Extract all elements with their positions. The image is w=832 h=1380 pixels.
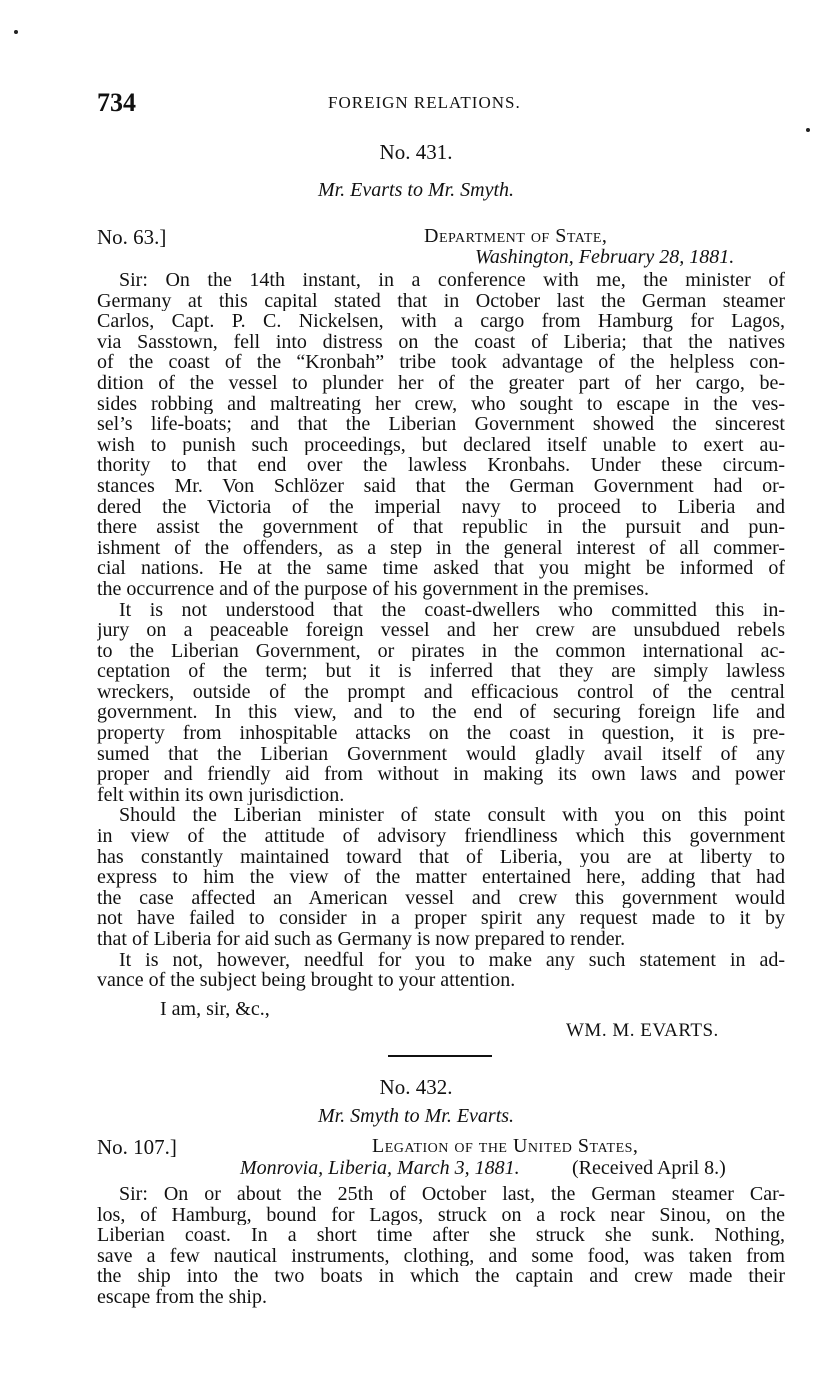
doc1-date: Washington, February 28, 1881.	[475, 246, 735, 268]
body-line: sides robbing and maltreating her crew, who sought to escape in the ves-	[97, 393, 785, 415]
body-line: escape from the ship.	[97, 1286, 267, 1308]
body-line: express to him the view of the matter entertained here, adding that had	[97, 867, 785, 888]
body-line: It is not understood that the coast-dwellers who committed this in-	[119, 599, 785, 621]
body-line: Sir: On the 14th instant, in a conference with me, the minister of	[119, 270, 785, 291]
print-speck	[806, 128, 810, 132]
body-line: of the coast of the “Kronbah” tribe took advantage of the helpless con-	[97, 352, 785, 373]
body-line: wish to punish such proceedings, but declared itself unable to exert au-	[97, 434, 785, 456]
body-line: jury on a peaceable foreign vessel and her crew are unsubdued rebels	[97, 620, 785, 641]
page-number: 734	[97, 88, 136, 117]
doc1-number: No. 431.	[379, 140, 453, 164]
doc1-closing: I am, sir, &c.,	[160, 998, 270, 1020]
print-speck	[14, 30, 18, 34]
doc2-body	[97, 1184, 785, 1308]
body-line: to the Liberian Government, or pirates in the common international ac-	[97, 640, 785, 662]
doc2-legation: Legation of the United States,	[372, 1135, 639, 1157]
body-line: property from inhospitable attacks on the coast in question, it is pre-	[97, 723, 785, 744]
section-divider	[388, 1055, 492, 1057]
body-line: government. In this view, and to the end of securing foreign life and	[97, 702, 785, 724]
body-line: not have failed to consider in a proper spirit any request made to it by	[97, 908, 785, 929]
body-line: sel’s life-boats; and that the Liberian Government showed the sincerest	[97, 414, 785, 435]
body-line: the occurrence and of the purpose of his government in the premises.	[97, 578, 650, 600]
body-line: Sir: On or about the 25th of October last, the German steamer Car-	[119, 1184, 785, 1205]
doc1-title: Mr. Evarts to Mr. Smyth.	[317, 179, 515, 201]
doc2-number: No. 432.	[379, 1075, 453, 1099]
body-line: dered the Victoria of the imperial navy to proceed to Liberia and	[97, 496, 785, 518]
body-line: sumed that the Liberian Government would gladly avail itself of any	[97, 743, 785, 765]
body-line: Carlos, Capt. P. C. Nickelsen, with a cargo from Hamburg for Lagos,	[97, 311, 785, 332]
body-line: has constantly maintained toward that of Liberia, you are at liberty to	[97, 846, 785, 868]
body-line: los, of Hamburg, bound for Lagos, struck on a rock near Sinou, on the	[97, 1204, 785, 1226]
running-head: FOREIGN RELATIONS.	[328, 93, 521, 112]
body-line: that of Liberia for aid such as Germany is now prepared to render.	[97, 929, 626, 950]
body-line: vance of the subject being brought to your attention.	[97, 970, 516, 991]
body-line: in view of the attitude of advisory friendliness which this government	[97, 826, 785, 847]
doc2-ref: No. 107.]	[97, 1135, 177, 1159]
body-line: the ship into the two boats in which the captain and crew made their	[97, 1266, 785, 1287]
doc2-title: Mr. Smyth to Mr. Evarts.	[317, 1105, 515, 1127]
doc2-date: Monrovia, Liberia, March 3, 1881.	[240, 1157, 520, 1179]
doc1-dept: Department of State,	[424, 225, 608, 247]
body-line: cial nations. He at the same time asked that you might be informed of	[97, 558, 785, 579]
body-line: via Sasstown, fell into distress on the coast of Liberia; that the natives	[97, 331, 785, 353]
doc1-ref: No. 63.]	[97, 225, 167, 249]
doc1-signature: WM. M. EVARTS.	[566, 1020, 719, 1041]
body-line: proper and friendly aid from without in making its own laws and power	[97, 764, 785, 785]
doc2-received: (Received April 8.)	[572, 1157, 726, 1179]
body-line: ishment of the offenders, as a step in the general interest of all commer-	[97, 537, 785, 559]
body-line: Germany at this capital stated that in October last the German steamer	[97, 290, 785, 312]
body-line: felt within its own jurisdiction.	[97, 784, 345, 806]
body-line: the case affected an American vessel and crew this government would	[97, 887, 785, 909]
body-line: thority to that end over the lawless Kronbahs. Under these circum-	[97, 455, 785, 476]
body-line: there assist the government of that republic in the pursuit and pun-	[97, 517, 785, 538]
body-line: stances Mr. Von Schlözer said that the German Government had or-	[97, 475, 785, 497]
body-line: ceptation of the term; but it is inferred that they are simply lawless	[97, 661, 785, 682]
body-line: dition of the vessel to plunder her of the greater part of her cargo, be-	[97, 372, 785, 394]
body-line: It is not, however, needful for you to make any such statement in ad-	[119, 949, 785, 971]
body-line: Liberian coast. In a short time after she struck she sunk. Nothing,	[97, 1225, 785, 1246]
body-line: save a few nautical instruments, clothing, and some food, was taken from	[97, 1245, 785, 1267]
body-line: wreckers, outside of the prompt and efficacious control of the central	[97, 681, 785, 703]
doc1-body	[97, 270, 785, 991]
body-line: Should the Liberian minister of state consult with you on this point	[119, 805, 785, 827]
